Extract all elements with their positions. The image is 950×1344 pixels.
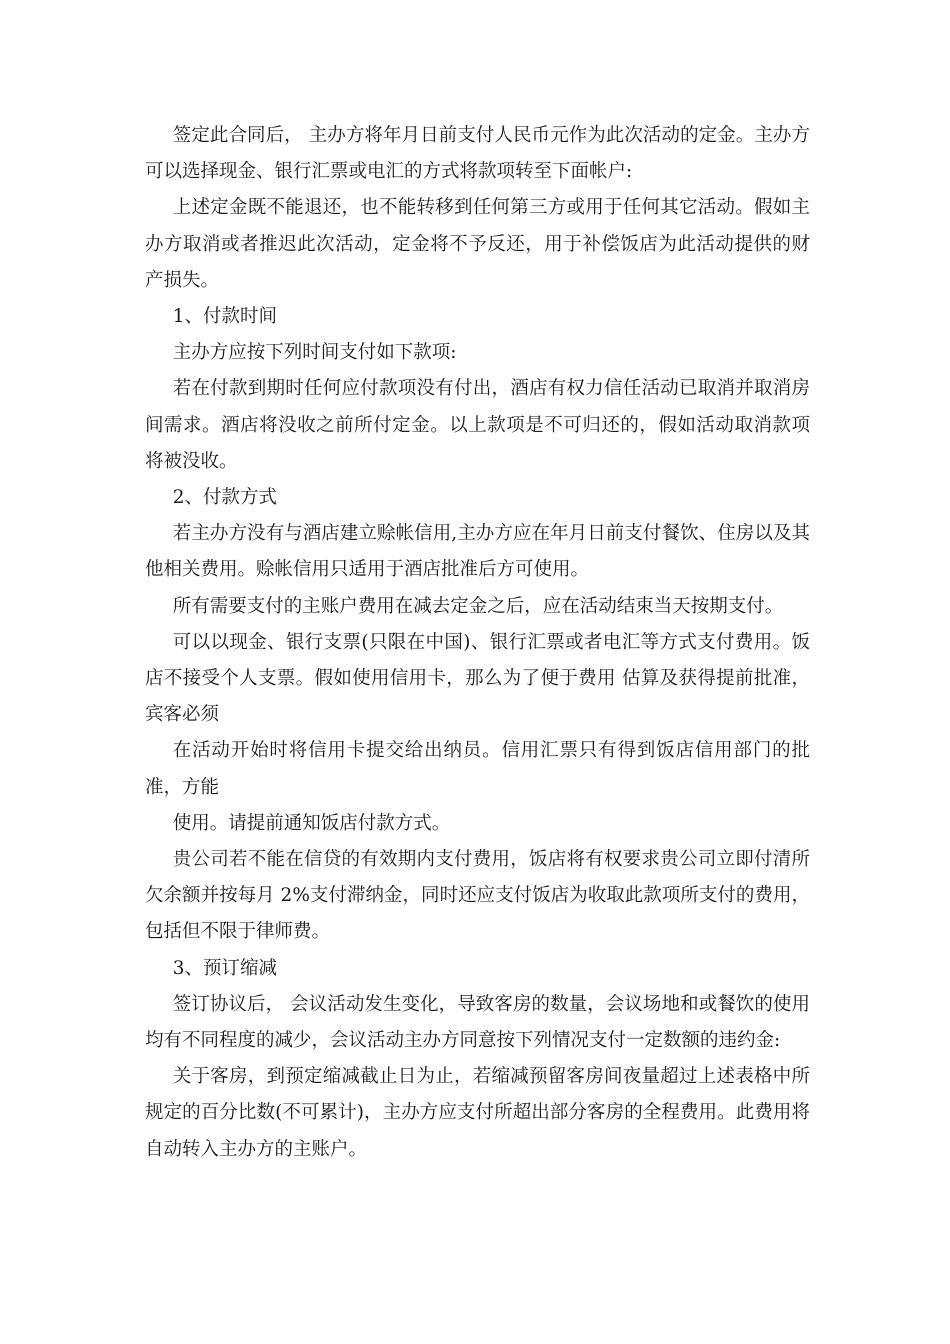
heading-payment-time: 1、付款时间 [172,306,278,328]
paragraph-master-account: 所有需要支付的主账户费用在减去定金之后，应在活动结束当天按期支付。 [172,595,784,617]
paragraph-notify-method: 使用。请提前通知饭店付款方式。 [172,812,451,834]
paragraph-credit-card: 在活动开始时将信用卡提交给出纳员。信用汇票只有得到饭店信用部门的批准，方能 [145,740,810,798]
paragraph-credit-account: 若主办方没有与酒店建立赊帐信用,主办方应在年月日前支付餐饮、住房以及其他相关费用。赊帐信用只适用于酒店批准后方可使用。 [145,523,810,581]
paragraph-late-fee: 贵公司若不能在信贷的有效期内支付费用，饭店将有权要求贵公司立即付清所欠余额并按每月 2%支付滞纳金，同时还应支付饭店为收取此款项所支付的费用，包括但不限于律师费。 [145,849,810,943]
document-body [145,118,810,1168]
paragraph-room-reduction: 关于客房，到预定缩减截止日为止，若缩减预留客房间夜量超过上述表格中所规定的百分比数(不可累计)，主办方应支付所超出部分客房的全程费用。此费用将自动转入主办方的主账户。 [145,1066,810,1160]
paragraph-reduction-penalty: 签订协议后， 会议活动发生变化，导致客房的数量，会议场地和或餐饮的使用均有不同程度的减少，会议活动主办方同意按下列情况支付一定数额的违约金: [145,993,810,1052]
paragraph-accepted-methods: 可以以现金、银行支票(只限在中国)、银行汇票或者电汇等方式支付费用。饭店不接受个人支票。假如使用信用卡，那么为了便于费用 估算及获得提前批准，宾客必须 [145,631,810,726]
heading-booking-reduction: 3、预订缩减 [172,957,278,979]
heading-payment-method: 2、付款方式 [172,487,278,509]
paragraph-deposit-nonrefundable: 上述定金既不能退还，也不能转移到任何第三方或用于任何其它活动。假如主办方取消或者推迟此次活动，定金将不予反还，用于补偿饭店为此活动提供的财产损失。 [145,197,810,291]
paragraph-overdue-payment: 若在付款到期时任何应付款项没有付出，酒店有权力信任活动已取消并取消房间需求。酒店将没收之前所付定金。以上款项是不可归还的，假如活动取消款项将被没收。 [145,378,810,472]
paragraph-payment-schedule-intro: 主办方应按下列时间支付如下款项: [172,342,457,364]
paragraph-deposit-terms: 签定此合同后， 主办方将年月日前支付人民币元作为此次活动的定金。主办方可以选择现金、银行汇票或电汇的方式将款项转至下面帐户: [145,125,810,183]
